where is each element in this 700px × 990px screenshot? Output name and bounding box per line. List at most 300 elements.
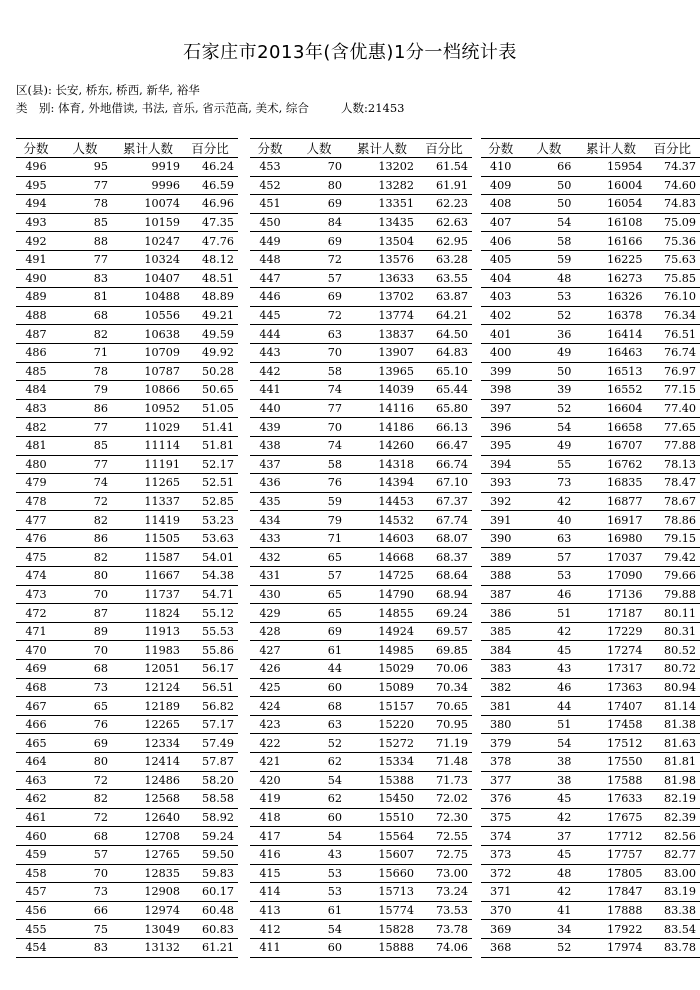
cell-percent: 56.17 — [182, 660, 238, 679]
cell-cumulative: 15713 — [348, 883, 416, 902]
cell-percent: 54.38 — [182, 567, 238, 586]
cell-percent: 47.35 — [182, 213, 238, 232]
cell-percent: 47.76 — [182, 232, 238, 251]
cell-score: 481 — [16, 436, 56, 455]
cell-percent: 72.75 — [416, 845, 472, 864]
cell-count: 76 — [56, 715, 114, 734]
cell-cumulative: 12051 — [114, 660, 182, 679]
cell-percent: 67.10 — [416, 474, 472, 493]
cell-percent: 55.86 — [182, 641, 238, 660]
cell-cumulative: 16004 — [577, 176, 644, 195]
cell-cumulative: 10556 — [114, 306, 182, 325]
cell-cumulative: 10159 — [114, 213, 182, 232]
table-row — [250, 158, 472, 177]
cell-percent: 72.30 — [416, 808, 472, 827]
cell-cumulative: 15157 — [348, 697, 416, 716]
table-row — [16, 660, 238, 679]
cell-cumulative: 13132 — [114, 938, 182, 957]
table-row — [16, 158, 238, 177]
cell-score: 489 — [16, 288, 56, 307]
cell-score: 407 — [481, 213, 520, 232]
cell-percent: 51.05 — [182, 399, 238, 418]
cell-score: 483 — [16, 399, 56, 418]
cell-score: 436 — [250, 474, 290, 493]
cell-score: 451 — [250, 195, 290, 214]
cell-cumulative: 16658 — [577, 418, 644, 437]
cell-cumulative: 16326 — [577, 288, 644, 307]
cell-cumulative: 14039 — [348, 381, 416, 400]
table-row — [250, 845, 472, 864]
cell-cumulative: 16762 — [577, 455, 644, 474]
cell-score: 378 — [481, 753, 520, 772]
table-row — [481, 213, 700, 232]
cell-count: 44 — [520, 697, 577, 716]
cell-count: 46 — [520, 585, 577, 604]
table-row — [16, 232, 238, 251]
cell-cumulative: 11983 — [114, 641, 182, 660]
cell-percent: 74.60 — [645, 176, 700, 195]
cell-percent: 65.44 — [416, 381, 472, 400]
table-row — [481, 529, 700, 548]
cell-percent: 55.12 — [182, 604, 238, 623]
cell-score: 486 — [16, 343, 56, 362]
cell-percent: 49.59 — [182, 325, 238, 344]
cell-score: 442 — [250, 362, 290, 381]
table-row — [16, 883, 238, 902]
cell-score: 393 — [481, 474, 520, 493]
cell-percent: 73.53 — [416, 901, 472, 920]
cell-score: 457 — [16, 883, 56, 902]
cell-score: 392 — [481, 492, 520, 511]
cell-percent: 63.55 — [416, 269, 472, 288]
cell-score: 445 — [250, 306, 290, 325]
table-row — [250, 381, 472, 400]
cell-score: 455 — [16, 920, 56, 939]
cell-percent: 59.83 — [182, 864, 238, 883]
cell-cumulative: 17407 — [577, 697, 644, 716]
cell-count: 70 — [290, 418, 348, 437]
cell-count: 58 — [520, 232, 577, 251]
table-row — [250, 436, 472, 455]
cell-count: 48 — [520, 269, 577, 288]
cell-score: 416 — [250, 845, 290, 864]
table-row — [250, 920, 472, 939]
cell-cumulative: 10247 — [114, 232, 182, 251]
table-row — [481, 938, 700, 957]
cell-percent: 76.34 — [645, 306, 700, 325]
cell-cumulative: 17712 — [577, 827, 644, 846]
cell-count: 81 — [56, 288, 114, 307]
table-row — [16, 474, 238, 493]
table-row — [250, 660, 472, 679]
cell-count: 36 — [520, 325, 577, 344]
cell-score: 454 — [16, 938, 56, 957]
cell-count: 38 — [520, 753, 577, 772]
cell-percent: 51.41 — [182, 418, 238, 437]
table-row — [16, 678, 238, 697]
cell-percent: 77.15 — [645, 381, 700, 400]
cell-count: 65 — [56, 697, 114, 716]
table-row — [16, 418, 238, 437]
table-row — [16, 697, 238, 716]
cell-score: 470 — [16, 641, 56, 660]
cell-cumulative: 10952 — [114, 399, 182, 418]
cell-count: 80 — [56, 567, 114, 586]
cell-cumulative: 15954 — [577, 158, 644, 177]
table-row — [250, 715, 472, 734]
table-row — [481, 306, 700, 325]
cell-cumulative: 13282 — [348, 176, 416, 195]
cell-count: 77 — [56, 455, 114, 474]
cell-count: 42 — [520, 492, 577, 511]
cell-count: 60 — [290, 938, 348, 957]
cell-cumulative: 11737 — [114, 585, 182, 604]
cell-cumulative: 16835 — [577, 474, 644, 493]
cell-score: 398 — [481, 381, 520, 400]
table-row — [250, 901, 472, 920]
cell-cumulative: 11337 — [114, 492, 182, 511]
cell-score: 406 — [481, 232, 520, 251]
header-percent: 百分比 — [645, 139, 700, 158]
cell-score: 472 — [16, 604, 56, 623]
cell-score: 425 — [250, 678, 290, 697]
cell-count: 66 — [56, 901, 114, 920]
cell-score: 376 — [481, 790, 520, 809]
table-row — [250, 362, 472, 381]
cell-count: 84 — [290, 213, 348, 232]
cell-score: 463 — [16, 771, 56, 790]
cell-percent: 52.17 — [182, 455, 238, 474]
cell-cumulative: 13504 — [348, 232, 416, 251]
cell-count: 82 — [56, 511, 114, 530]
cell-percent: 77.40 — [645, 399, 700, 418]
cell-score: 488 — [16, 306, 56, 325]
cell-percent: 82.39 — [645, 808, 700, 827]
cell-percent: 76.74 — [645, 343, 700, 362]
cell-percent: 52.51 — [182, 474, 238, 493]
cell-cumulative: 14116 — [348, 399, 416, 418]
cell-cumulative: 15220 — [348, 715, 416, 734]
cell-percent: 76.97 — [645, 362, 700, 381]
cell-count: 51 — [520, 604, 577, 623]
cell-percent: 69.85 — [416, 641, 472, 660]
table-row — [250, 511, 472, 530]
table-row — [16, 641, 238, 660]
cell-score: 478 — [16, 492, 56, 511]
cell-count: 65 — [290, 548, 348, 567]
cell-cumulative: 17458 — [577, 715, 644, 734]
cell-percent: 75.36 — [645, 232, 700, 251]
table-row — [16, 901, 238, 920]
cell-count: 49 — [520, 343, 577, 362]
cell-cumulative: 11419 — [114, 511, 182, 530]
cell-count: 82 — [56, 790, 114, 809]
cell-count: 57 — [520, 548, 577, 567]
cell-percent: 70.65 — [416, 697, 472, 716]
cell-percent: 59.50 — [182, 845, 238, 864]
table-row — [250, 771, 472, 790]
cell-percent: 50.65 — [182, 381, 238, 400]
table-row — [16, 548, 238, 567]
cell-count: 52 — [520, 306, 577, 325]
cell-score: 421 — [250, 753, 290, 772]
cell-cumulative: 13907 — [348, 343, 416, 362]
cell-percent: 49.92 — [182, 343, 238, 362]
cell-score: 493 — [16, 213, 56, 232]
cell-cumulative: 10407 — [114, 269, 182, 288]
table-row — [250, 176, 472, 195]
cell-count: 80 — [290, 176, 348, 195]
cell-score: 391 — [481, 511, 520, 530]
cell-cumulative: 16463 — [577, 343, 644, 362]
cell-cumulative: 11265 — [114, 474, 182, 493]
cell-score: 379 — [481, 734, 520, 753]
cell-score: 496 — [16, 158, 56, 177]
cell-count: 57 — [56, 845, 114, 864]
table-row — [481, 901, 700, 920]
header-percent: 百分比 — [416, 139, 472, 158]
cell-score: 492 — [16, 232, 56, 251]
cell-percent: 48.89 — [182, 288, 238, 307]
table-row — [250, 548, 472, 567]
cell-score: 474 — [16, 567, 56, 586]
cell-count: 75 — [56, 920, 114, 939]
table-row — [481, 753, 700, 772]
cell-count: 88 — [56, 232, 114, 251]
table-row — [16, 734, 238, 753]
cell-score: 440 — [250, 399, 290, 418]
cell-cumulative: 10866 — [114, 381, 182, 400]
table-row — [16, 827, 238, 846]
cell-percent: 80.31 — [645, 622, 700, 641]
cell-count: 82 — [56, 325, 114, 344]
cell-count: 63 — [520, 529, 577, 548]
cell-percent: 83.00 — [645, 864, 700, 883]
cell-score: 372 — [481, 864, 520, 883]
table-body — [250, 158, 472, 958]
cell-percent: 78.67 — [645, 492, 700, 511]
cell-percent: 68.94 — [416, 585, 472, 604]
table-row — [16, 343, 238, 362]
cell-score: 448 — [250, 250, 290, 269]
cell-cumulative: 14532 — [348, 511, 416, 530]
cell-score: 467 — [16, 697, 56, 716]
cell-cumulative: 17888 — [577, 901, 644, 920]
table-row — [481, 641, 700, 660]
score-table-3 — [481, 138, 700, 958]
cell-cumulative: 17363 — [577, 678, 644, 697]
table-body — [481, 158, 700, 958]
cell-percent: 66.47 — [416, 436, 472, 455]
table-row — [481, 418, 700, 437]
cell-cumulative: 12124 — [114, 678, 182, 697]
cell-cumulative: 10488 — [114, 288, 182, 307]
cell-count: 89 — [56, 622, 114, 641]
table-row — [250, 790, 472, 809]
cell-count: 68 — [290, 697, 348, 716]
cell-cumulative: 12765 — [114, 845, 182, 864]
cell-cumulative: 12265 — [114, 715, 182, 734]
cell-percent: 80.11 — [645, 604, 700, 623]
cell-score: 441 — [250, 381, 290, 400]
cell-score: 408 — [481, 195, 520, 214]
cell-score: 426 — [250, 660, 290, 679]
table-row — [481, 567, 700, 586]
cell-count: 53 — [520, 567, 577, 586]
table-row — [481, 771, 700, 790]
cell-count: 63 — [290, 325, 348, 344]
header-cumulative: 累计人数 — [577, 139, 644, 158]
cell-count: 53 — [520, 288, 577, 307]
table-row — [16, 288, 238, 307]
cell-count: 74 — [290, 381, 348, 400]
cell-score: 420 — [250, 771, 290, 790]
table-row — [250, 641, 472, 660]
cell-count: 45 — [520, 641, 577, 660]
cell-cumulative: 17037 — [577, 548, 644, 567]
cell-score: 490 — [16, 269, 56, 288]
cell-cumulative: 16877 — [577, 492, 644, 511]
table-row — [481, 548, 700, 567]
cell-count: 72 — [290, 250, 348, 269]
table-row — [16, 604, 238, 623]
table-row — [250, 697, 472, 716]
table-row — [250, 250, 472, 269]
cell-cumulative: 12640 — [114, 808, 182, 827]
table-row — [481, 250, 700, 269]
cell-cumulative: 13435 — [348, 213, 416, 232]
cell-cumulative: 17274 — [577, 641, 644, 660]
cell-count: 70 — [56, 864, 114, 883]
cell-percent: 83.38 — [645, 901, 700, 920]
cell-score: 495 — [16, 176, 56, 195]
table-row — [481, 176, 700, 195]
cell-percent: 76.51 — [645, 325, 700, 344]
table-row — [250, 269, 472, 288]
cell-score: 485 — [16, 362, 56, 381]
cell-percent: 62.63 — [416, 213, 472, 232]
cell-count: 71 — [56, 343, 114, 362]
cell-score: 418 — [250, 808, 290, 827]
table-row — [250, 585, 472, 604]
cell-count: 72 — [56, 492, 114, 511]
cell-cumulative: 14186 — [348, 418, 416, 437]
cell-count: 59 — [290, 492, 348, 511]
cell-count: 52 — [520, 399, 577, 418]
cell-percent: 58.20 — [182, 771, 238, 790]
table-row — [16, 920, 238, 939]
cell-percent: 75.09 — [645, 213, 700, 232]
table-row — [481, 660, 700, 679]
cell-cumulative: 14668 — [348, 548, 416, 567]
cell-score: 480 — [16, 455, 56, 474]
cell-percent: 78.13 — [645, 455, 700, 474]
cell-score: 435 — [250, 492, 290, 511]
table-row — [16, 511, 238, 530]
cell-cumulative: 13576 — [348, 250, 416, 269]
table-row — [16, 845, 238, 864]
cell-count: 69 — [290, 288, 348, 307]
table-row — [250, 213, 472, 232]
cell-cumulative: 11667 — [114, 567, 182, 586]
table-row — [481, 232, 700, 251]
cell-percent: 83.54 — [645, 920, 700, 939]
cell-count: 87 — [56, 604, 114, 623]
cell-count: 51 — [520, 715, 577, 734]
cell-count: 54 — [520, 734, 577, 753]
cell-count: 83 — [56, 269, 114, 288]
table-row — [250, 195, 472, 214]
cell-percent: 67.74 — [416, 511, 472, 530]
cell-count: 72 — [56, 771, 114, 790]
cell-score: 443 — [250, 343, 290, 362]
cell-cumulative: 9919 — [114, 158, 182, 177]
cell-score: 447 — [250, 269, 290, 288]
cell-count: 80 — [56, 753, 114, 772]
cell-cumulative: 17675 — [577, 808, 644, 827]
cell-count: 73 — [520, 474, 577, 493]
header-cumulative: 累计人数 — [348, 139, 416, 158]
cell-cumulative: 12486 — [114, 771, 182, 790]
cell-count: 85 — [56, 436, 114, 455]
cell-percent: 62.95 — [416, 232, 472, 251]
cell-score: 491 — [16, 250, 56, 269]
cell-score: 405 — [481, 250, 520, 269]
cell-cumulative: 12974 — [114, 901, 182, 920]
cell-count: 53 — [290, 864, 348, 883]
cell-percent: 57.49 — [182, 734, 238, 753]
cell-cumulative: 16513 — [577, 362, 644, 381]
cell-percent: 54.71 — [182, 585, 238, 604]
cell-score: 387 — [481, 585, 520, 604]
cell-percent: 65.10 — [416, 362, 472, 381]
cell-percent: 73.24 — [416, 883, 472, 902]
cell-cumulative: 17550 — [577, 753, 644, 772]
cell-percent: 70.06 — [416, 660, 472, 679]
cell-count: 58 — [290, 455, 348, 474]
cell-percent: 81.98 — [645, 771, 700, 790]
cell-count: 43 — [520, 660, 577, 679]
cell-cumulative: 10638 — [114, 325, 182, 344]
cell-count: 50 — [520, 362, 577, 381]
cell-score: 375 — [481, 808, 520, 827]
cell-score: 370 — [481, 901, 520, 920]
table-row — [250, 418, 472, 437]
cell-count: 69 — [56, 734, 114, 753]
table-row — [16, 213, 238, 232]
cell-count: 44 — [290, 660, 348, 679]
cell-percent: 81.14 — [645, 697, 700, 716]
cell-percent: 81.81 — [645, 753, 700, 772]
cell-score: 494 — [16, 195, 56, 214]
cell-percent: 57.17 — [182, 715, 238, 734]
table-row — [481, 697, 700, 716]
table-row — [481, 790, 700, 809]
table-row — [16, 790, 238, 809]
cell-score: 439 — [250, 418, 290, 437]
cell-count: 43 — [290, 845, 348, 864]
cell-count: 73 — [56, 678, 114, 697]
cell-count: 70 — [290, 343, 348, 362]
cell-count: 57 — [290, 567, 348, 586]
cell-cumulative: 12334 — [114, 734, 182, 753]
cell-score: 389 — [481, 548, 520, 567]
cell-count: 37 — [520, 827, 577, 846]
cell-cumulative: 17187 — [577, 604, 644, 623]
cell-score: 487 — [16, 325, 56, 344]
cell-score: 395 — [481, 436, 520, 455]
cell-count: 79 — [290, 511, 348, 530]
